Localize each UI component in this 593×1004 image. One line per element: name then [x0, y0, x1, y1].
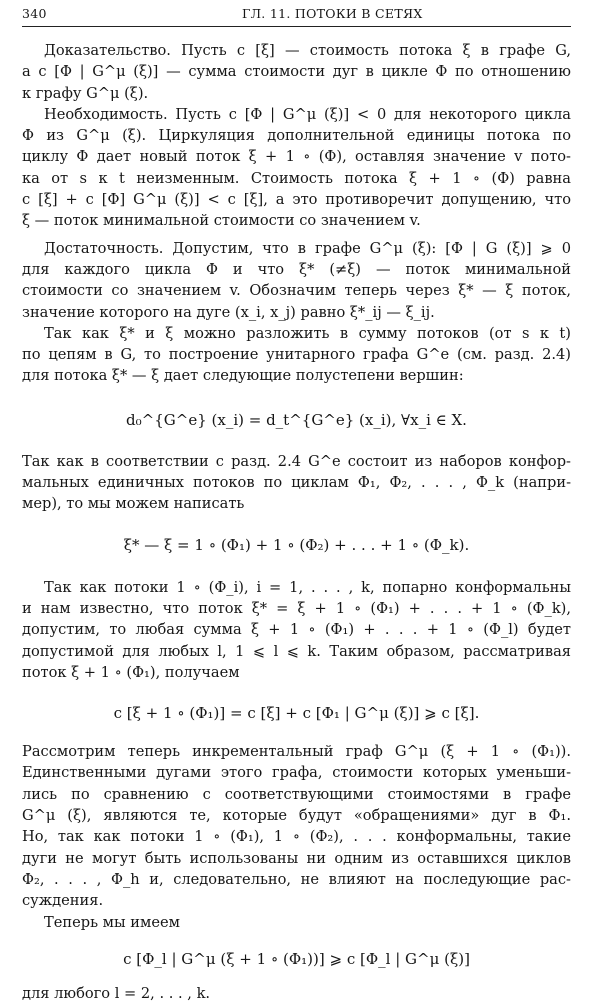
text-line: G^μ (ξ), являются те, которые будут «обращениями» дуг в Φ₁. — [22, 807, 571, 825]
text-line: Так как потоки 1 ∘ (Φ_i), i = 1, . . . , k, попарно конформальны — [44, 578, 571, 596]
text-line: ξ — поток минимальной стоимости со значением v. — [22, 212, 421, 230]
text-line: поток ξ + 1 ∘ (Φ₁), получаем — [22, 663, 240, 681]
text-line: Φ₂, . . . , Φ_h и, следовательно, не влияют на последующие рас- — [22, 870, 571, 888]
text-line: Доказательство. Пусть c [ξ] — стоимость потока ξ в графе G, — [44, 42, 571, 59]
text-line: дуги не могут быть использованы ни одним из оставшихся циклов — [22, 849, 571, 867]
text-line: по цепям в G, то построение унитарного графа G^e (см. разд. 2.4) — [22, 346, 571, 364]
text-line: и нам известно, что поток ξ* = ξ + 1 ∘ (Φ₁) + . . . + 1 ∘ (Φ_k), — [22, 599, 571, 617]
equation: c [ξ + 1 ∘ (Φ₁)] = c [ξ] + c [Φ₁ | G^μ (ξ)] ⩾ c [ξ]. — [113, 704, 480, 723]
text-line: суждения. — [22, 892, 104, 910]
page-header — [22, 4, 571, 27]
text-line: Единственными дугами этого графа, стоимости которых уменьши- — [22, 764, 571, 782]
text-line: мер), то мы можем написать — [22, 495, 245, 513]
text-line: допустим, то любая сумма ξ + 1 ∘ (Φ₁) + . . . + 1 ∘ (Φ_l) будет — [22, 621, 571, 639]
page-body — [22, 40, 571, 1004]
text-line: c [ξ] + c [Φ] G^μ (ξ)] < c [ξ], а это противоречит допущению, что — [22, 191, 571, 209]
text-line: лись по сравнению с соответствующими стоимостями в графе — [22, 785, 571, 803]
text-line: для потока ξ* — ξ дает следующие полустепени вершин: — [22, 367, 464, 385]
text-line: Теперь мы имеем — [44, 913, 180, 931]
text-line: Достаточность. Допустим, что в графе G^μ (ξ): [Φ | G (ξ)] ⩾ 0 — [44, 239, 571, 257]
text-line: Так как ξ* и ξ можно разложить в сумму потоков (от s к t) — [44, 324, 571, 342]
text-line: к графу G^μ (ξ). — [22, 84, 149, 102]
text-line: ка от s к t неизменным. Стоимость потока ξ + 1 ∘ (Φ) равна — [22, 169, 571, 187]
equation: d₀^{G^e} (x_i) = d_t^{G^e} (x_i), ∀x_i ∈ X. — [126, 410, 467, 429]
equation: c [Φ_l | G^μ (ξ + 1 ∘ (Φ₁))] ⩾ c [Φ_l | G^μ (ξ)] — [123, 949, 470, 968]
text-line: Рассмотрим теперь инкрементальный граф G^μ (ξ + 1 ∘ (Φ₁)). — [22, 743, 571, 761]
page-number: 340 — [22, 6, 47, 21]
running-head: ГЛ. 11. ПОТОКИ В СЕТЯХ — [242, 6, 423, 21]
text-line: для любого l = 2, . . . , k. — [22, 984, 211, 1002]
text-line: Так как в соответствии с разд. 2.4 G^e состоит из наборов конфор- — [22, 452, 571, 470]
equation: ξ* — ξ = 1 ∘ (Φ₁) + 1 ∘ (Φ₂) + . . . + 1 ∘ (Φ_k). — [123, 535, 470, 554]
text-line: Φ из G^μ (ξ). Циркуляция дополнительной единицы потока по — [22, 127, 571, 145]
text-line: мальных единичных потоков по циклам Φ₁, Φ₂, . . . , Φ_k (напри- — [22, 474, 571, 492]
text-line: циклу Φ дает новый поток ξ + 1 ∘ (Φ), оставляя значение v пото- — [22, 148, 571, 166]
text-line: а c [Φ | G^μ (ξ)] — сумма стоимости дуг в цикле Φ по отношению — [22, 63, 571, 81]
text-line: Но, так как потоки 1 ∘ (Φ₁), 1 ∘ (Φ₂), . . . конформальны, такие — [22, 828, 571, 846]
text-line: стоимости со значением v. Обозначим теперь через ξ* — ξ поток, — [22, 282, 571, 300]
text-line: Необходимость. Пусть c [Φ | G^μ (ξ)] < 0 для некоторого цикла — [44, 105, 571, 123]
text-line: значение которого на дуге (x_i, x_j) равно ξ*_ij — ξ_ij. — [22, 303, 435, 321]
text-line: для каждого цикла Φ и что ξ* (≠ξ) — поток минимальной — [22, 260, 571, 278]
text-line: допустимой для любых l, 1 ⩽ l ⩽ k. Таким образом, рассматривая — [22, 642, 571, 660]
